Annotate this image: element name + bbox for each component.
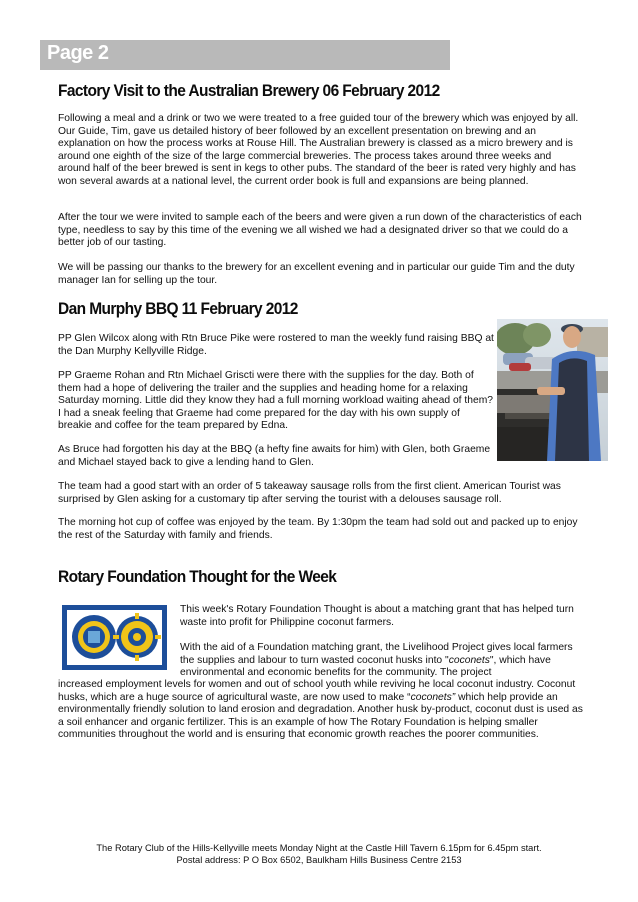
brewery-paragraph-2: After the tour we were invited to sample each of the beers and were given a run down of the characteristics of each type, needless to say by this time of the evening we all wished we had a designated driver so that we could do a better job of our tasting. xyxy=(58,212,582,249)
page-number-label: Page 2 xyxy=(47,42,109,64)
page-banner xyxy=(40,40,450,70)
rotary-foundation-logo xyxy=(62,605,167,670)
footer-meeting-info: The Rotary Club of the Hills-Kellyville meets Monday Night at the Castle Hill Tavern 6.15pm for 6.45pm start. xyxy=(96,843,542,853)
bbq-photo xyxy=(497,319,608,461)
bbq-paragraph-1: PP Glen Wilcox along with Rtn Bruce Pike were rostered to man the weekly fund raising BBQ at the Dan Murphy Kellyville Ridge. xyxy=(58,333,494,357)
brewery-visit-heading: Factory Visit to the Australian Brewery 06 February 2012 xyxy=(58,82,440,101)
bbq-paragraph-2: PP Graeme Rohan and Rtn Michael Griscti were there with the supplies for the day. Both of them had a hope of delivering the trailer and the supplies and heading home for a relaxing Saturday morning. Little did they know they had a full morning workload waiting ahead of them? I had a sneak feeling that Graeme had come prepared for the day with his own supply of breakie and coffee for the team prepared by Edna. xyxy=(58,370,494,432)
brewery-paragraph-3: We will be passing our thanks to the brewery for an excellent evening and in particular our guide Tim and the duty manager Ian for selling up the tour. xyxy=(58,262,575,286)
bbq-paragraph-3: As Bruce had forgotten his day at the BBQ (a hefty fine awaits for him) with Glen, both Graeme and Michael stayed back to give a lending hand to Glen. xyxy=(58,444,491,468)
bbq-paragraph-5: The morning hot cup of coffee was enjoyed by the team. By 1:30pm the team had sold out and packed up to enjoy the rest of the Saturday with family and friends. xyxy=(58,517,578,541)
foundation-paragraph-3: increased employment levels for women and out of school youth while reviving he local coconut industry. Coconut husks, which are a huge source of agricultural waste, are now used to make “coconets” which help provide an environmentally friendly solution to land erosion and degradation. Another husk by-product, coconut dust is used as a soil enhancer and organic fertilizer. This is an example of how The Rotary Foundation is helping smaller communities throughout the world and is ensuring that economic growth reaches the poorer communities. xyxy=(58,679,583,741)
foundation-paragraph-1: This week's Rotary Foundation Thought is about a matching grant that has helped turn waste into profit for Philippine coconut farmers. xyxy=(180,604,574,628)
foundation-heading: Rotary Foundation Thought for the Week xyxy=(58,568,337,587)
foundation-paragraph-2: With the aid of a Foundation matching grant, the Livelihood Project gives local farmers the supplies and labour to turn wasted coconut husks into "coconets", which have environmental and economic benefits for the community. The project xyxy=(180,642,573,679)
bbq-paragraph-4: The team had a good start with an order of 5 takeaway sausage rolls from the first client. American Tourist was surprised by Glen asking for a customary tip after serving the tourist with a delouses sausage roll. xyxy=(58,481,561,505)
brewery-paragraph-1: Following a meal and a drink or two we were treated to a free guided tour of the brewery which was enjoyed by all. Our Guide, Tim, gave us detailed history of beer followed by an excellent presentation on brewing and an explanation on how the process works at Rouse Hill. The Australian brewery is classed as a micro brewery and is around one eighth of the size of the large commercial breweries. The process takes around three weeks and around half of the beer brewed is sent in kegs to other pubs. The standard of the beer is rated very highly and has won several awards at a national level, the current order book is full and expansions are being planned. xyxy=(58,113,579,187)
footer-postal-address: Postal address: P O Box 6502, Baulkham Hills Business Centre 2153 xyxy=(176,855,462,865)
bbq-heading: Dan Murphy BBQ 11 February 2012 xyxy=(58,300,298,319)
